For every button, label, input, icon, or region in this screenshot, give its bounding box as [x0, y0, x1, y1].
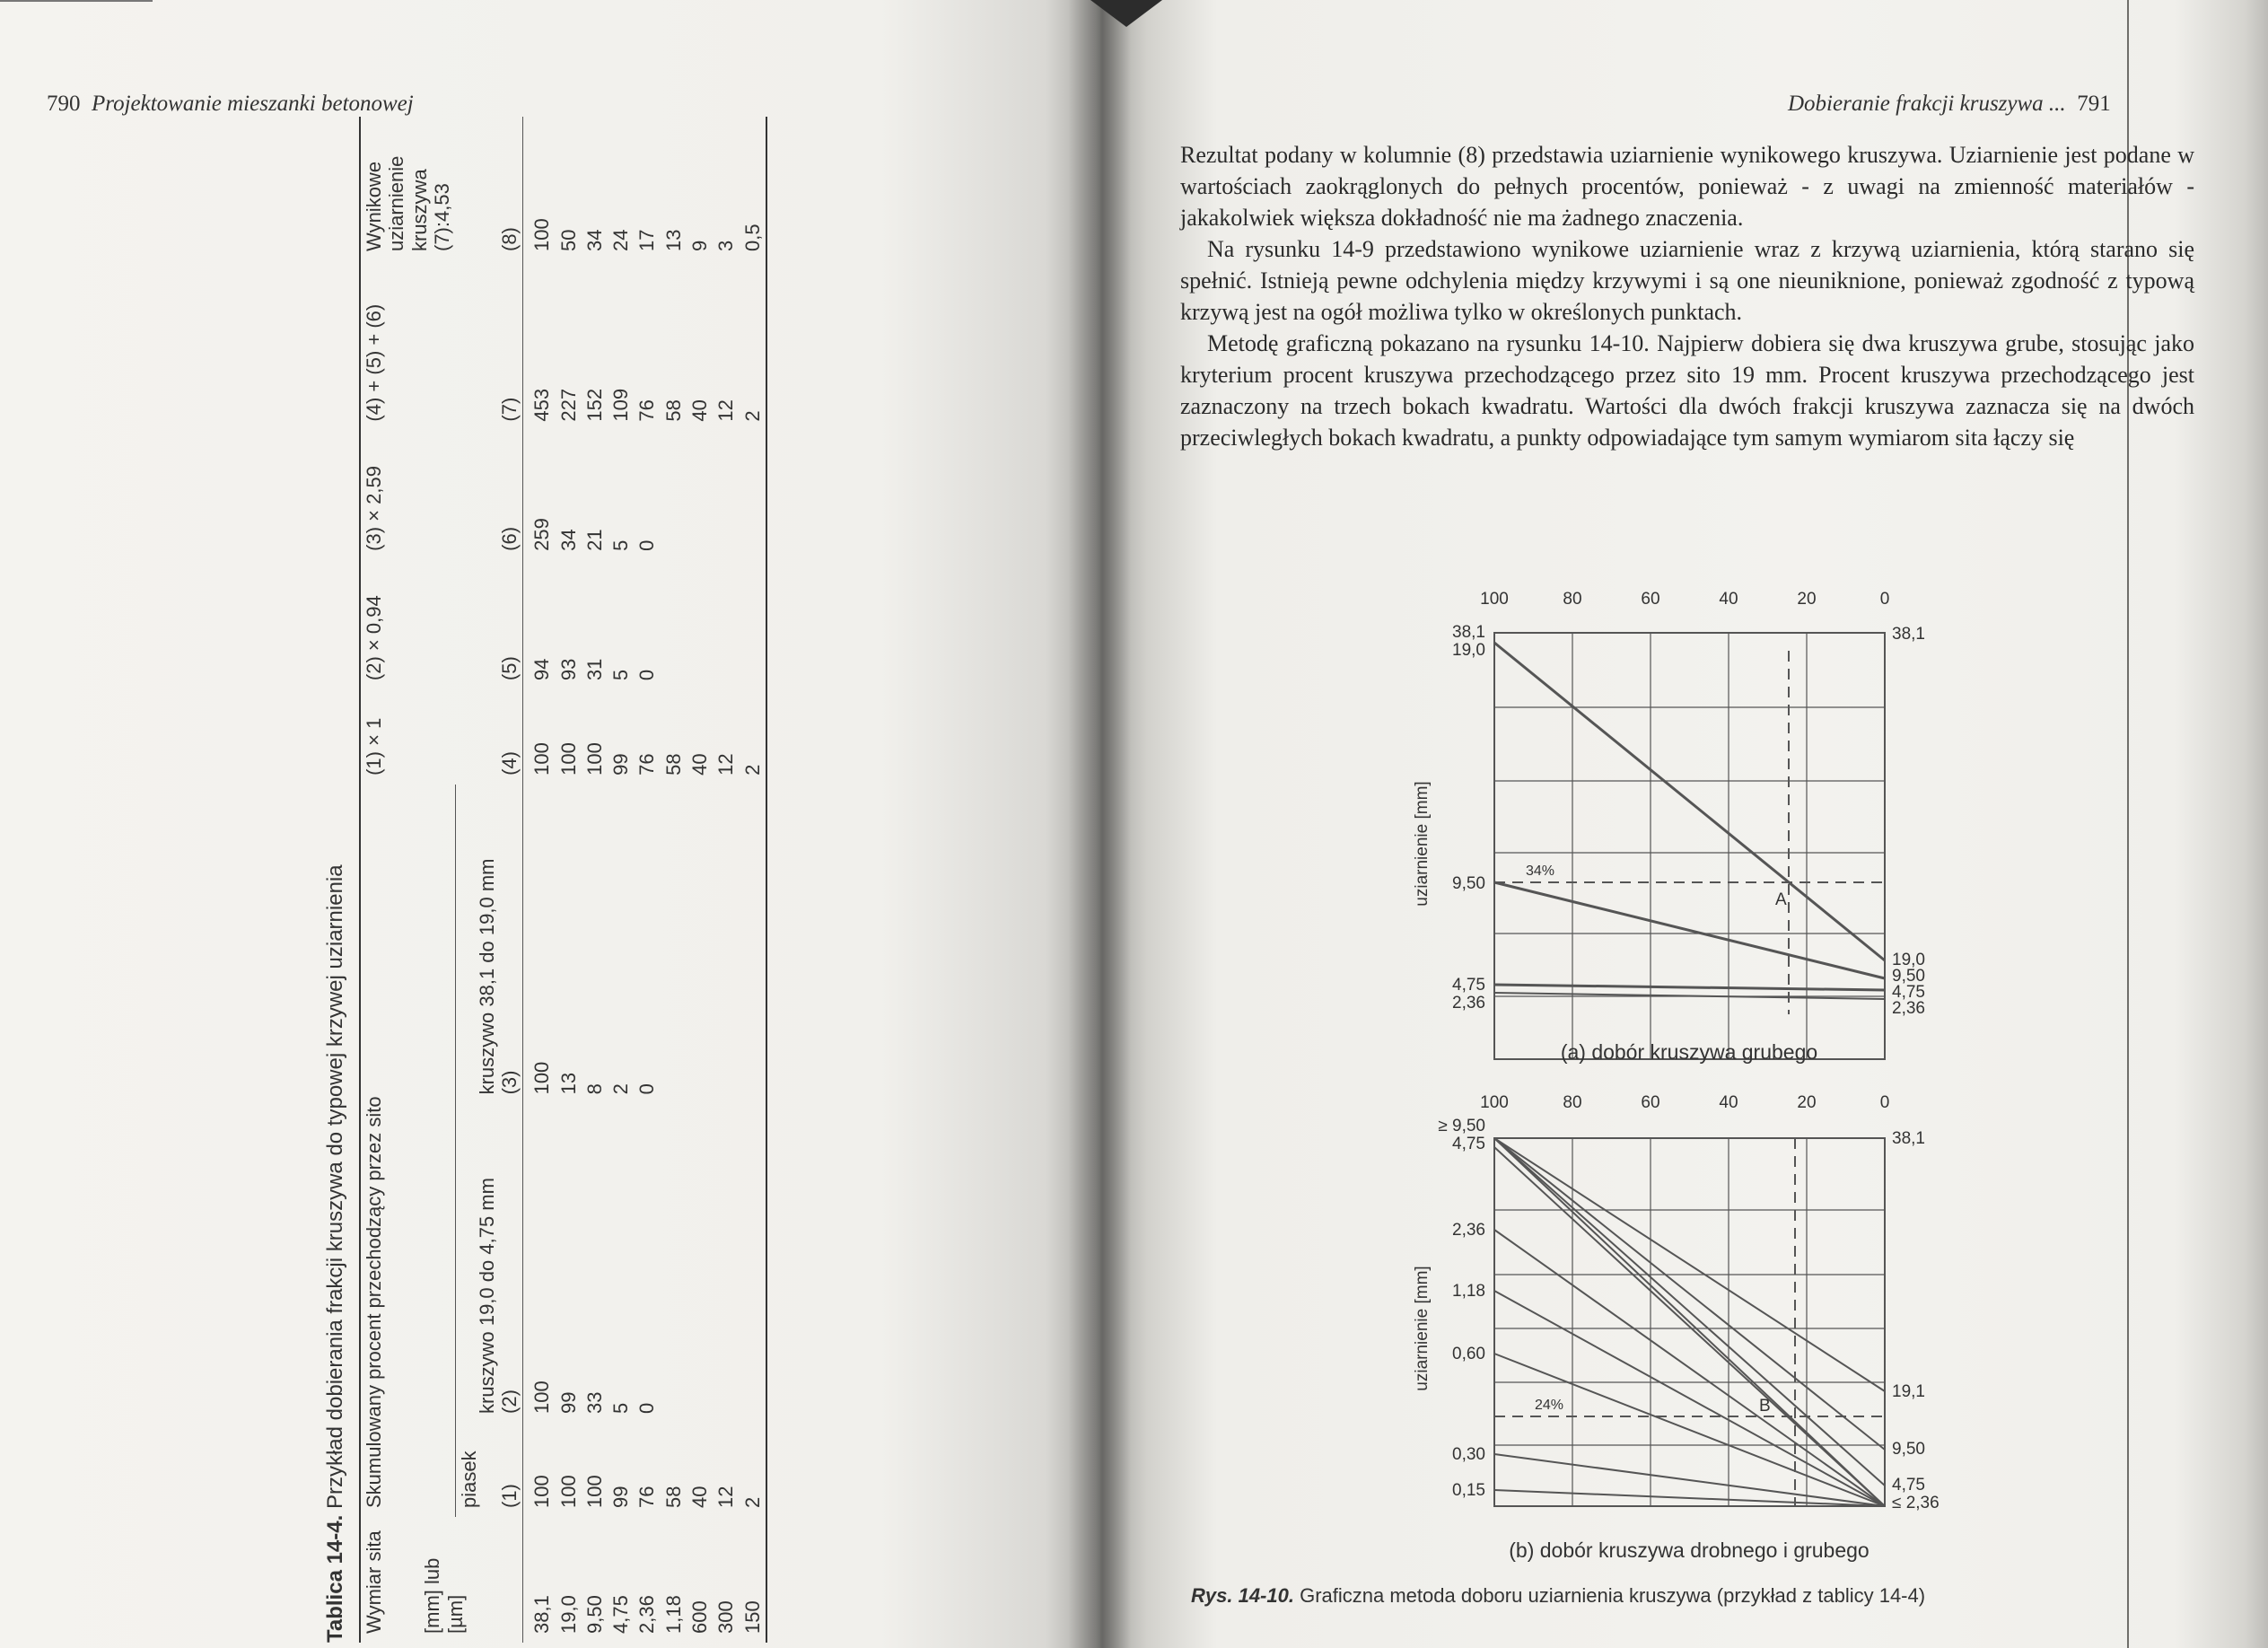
paragraph-1: Rezultat podany w kolumnie (8) przedstawia uziarnienie wynikowego kruszywa. Uziarnienie jest podane w wartościach zaokrąglonych do pełnych procentów, ponieważ - z uwagi na zmienność materiałów - jakakolwiek większa dokładność nie ma żadnego znaczenia.	[1180, 142, 2194, 231]
header-sieve	[360, 1517, 523, 1643]
sieve-size-cell: 38,1	[523, 1517, 556, 1643]
header-op7: (4) + (5) + (6)	[360, 260, 455, 431]
paragraph-2: Na rysunku 14-9 przedstawiono wynikowe uziarnienie wraz z krzywą uziarnienia, którą starano się spełnić. Istnieją pewne odchylenia między krzywymi i są one nieuniknione, ponieważ zgodność z typową krzywą jest na ogół możliwa tylko w określonych punktach.	[1180, 236, 2194, 325]
sieve-size-cell: 9,50	[582, 1595, 606, 1634]
table-row	[661, 117, 687, 1643]
header-sieve-text: Wymiar sita	[363, 1530, 385, 1634]
fig-b-left-475: 4,75	[1452, 1135, 1485, 1153]
value-cell: 2	[609, 1083, 633, 1095]
left-running-head	[47, 92, 414, 117]
fig-a-left-475: 4,75	[1452, 976, 1485, 995]
value-cell: 12	[714, 1486, 738, 1508]
table-caption-label: Tablica 14-4.	[323, 1514, 347, 1643]
value-cell: 2	[740, 1423, 766, 1517]
value-cell: 8	[582, 1083, 606, 1095]
fig-b-line-8	[1494, 1138, 1885, 1391]
value-cell: 34	[556, 529, 580, 551]
value-cell: 58	[661, 753, 685, 776]
value-cell: 58	[661, 1486, 685, 1508]
fig-a-tick-0: 0	[1879, 590, 1890, 609]
value-cell: 100	[582, 742, 606, 776]
table-14-4	[323, 117, 1041, 1643]
header-agg-coarse-text: kruszywo 38,1 do 19,0 mm	[475, 858, 498, 1095]
right-running-title: Dobieranie frakcji kruszywa ...	[1788, 92, 2066, 116]
col-num-1: (1)	[497, 1484, 521, 1508]
table-body	[523, 117, 766, 1643]
header-op4: (1) × 1	[360, 689, 455, 785]
fig-a-left-190: 19,0	[1452, 641, 1485, 660]
value-cell	[713, 785, 739, 1104]
figure-caption	[1191, 1584, 1925, 1608]
left-running-title: Projektowanie mieszanki betonowej	[92, 92, 414, 116]
value-cell: 100	[523, 1103, 556, 1423]
sieve-size-cell: 150	[740, 1517, 766, 1643]
fig-a-tick-100: 100	[1480, 590, 1509, 609]
fig-b-line-3	[1494, 1230, 1885, 1506]
fig-b-tick-60: 60	[1641, 1093, 1660, 1112]
value-cell: 227	[556, 388, 580, 422]
figure-b	[1400, 1086, 1992, 1571]
value-cell: 0	[635, 1083, 659, 1095]
fig-a-tick-80: 80	[1563, 590, 1582, 609]
figure-caption-text: Graficzna metoda doboru uziarnienia kruszywa (przykład z tablicy 14-4)	[1300, 1584, 1926, 1607]
value-cell: 76	[635, 753, 659, 776]
table-caption	[323, 864, 348, 1643]
fig-b-subcaption: (b) dobór kruszywa drobnego i grubego	[1509, 1538, 1870, 1562]
value-cell: 76	[635, 399, 659, 422]
value-cell: 2	[740, 689, 766, 785]
fig-a-y-label: uziarnienie [mm]	[1413, 781, 1432, 907]
value-cell: 94	[523, 560, 556, 689]
fig-a-line-19	[1494, 643, 1885, 960]
fig-b-line-10	[1494, 1138, 1885, 1486]
fig-a-point: A	[1775, 890, 1787, 909]
header-agg-fine	[455, 1103, 523, 1423]
value-cell: 100	[582, 1475, 606, 1508]
fig-b-percent: 24%	[1535, 1398, 1564, 1413]
value-cell: 0,5	[740, 117, 766, 260]
fig-b-line-2	[1494, 1147, 1885, 1506]
header-result: Wynikowe uziarnienie kruszywa (7):4,53	[360, 117, 455, 260]
value-cell	[661, 560, 687, 689]
value-cell: 100	[523, 117, 556, 260]
value-cell	[661, 431, 687, 560]
value-cell: 100	[523, 689, 556, 785]
value-cell: 76	[635, 1486, 659, 1508]
table-row	[582, 117, 608, 1643]
header-sieve-units: [mm] lub [µm]	[421, 1557, 467, 1634]
value-cell: 21	[582, 529, 606, 551]
value-cell	[687, 1103, 713, 1423]
fig-b-left-118: 1,18	[1452, 1282, 1485, 1301]
gradation-table	[359, 117, 767, 1643]
value-cell: 100	[523, 785, 556, 1104]
value-cell: 0	[635, 1402, 659, 1414]
fig-a-left-381: 38,1	[1452, 623, 1485, 642]
fig-b-right-475: 4,75	[1892, 1476, 1925, 1495]
table-row	[740, 117, 766, 1643]
figure-b-chart	[1400, 1086, 1992, 1571]
spine-notch	[1090, 0, 1162, 27]
fig-b-tick-100: 100	[1480, 1093, 1509, 1112]
top-edge-line	[0, 0, 153, 2]
value-cell: 0	[635, 539, 659, 551]
value-cell: 3	[714, 240, 738, 251]
header-agg-coarse	[455, 785, 523, 1104]
fig-b-right-236: ≤ 2,36	[1892, 1494, 1940, 1512]
table-caption-text: Przykład dobierania frakcji kruszywa do typowej krzywej uziarnienia	[323, 864, 347, 1510]
value-cell	[740, 1103, 766, 1423]
value-cell	[713, 431, 739, 560]
value-cell: 34	[582, 229, 606, 251]
value-cell: 13	[556, 1072, 580, 1095]
fig-b-left-015: 0,15	[1452, 1481, 1485, 1500]
sieve-size-cell: 600	[688, 1600, 712, 1634]
value-cell: 40	[688, 1486, 712, 1508]
col-num-2: (2)	[497, 1389, 521, 1414]
value-cell: 5	[609, 1402, 633, 1414]
value-cell: 12	[714, 753, 738, 776]
header-op5: (2) × 0,94	[360, 560, 455, 689]
sieve-size-cell: 300	[714, 1600, 738, 1634]
value-cell	[687, 785, 713, 1104]
fig-a-left-950: 9,50	[1452, 874, 1485, 893]
value-cell: 0	[635, 669, 659, 681]
col-num-3: (3)	[497, 1070, 521, 1095]
fig-b-y-label: uziarnienie [mm]	[1413, 1266, 1432, 1391]
sieve-size-cell: 19,0	[556, 1595, 580, 1634]
fig-b-left-030: 0,30	[1452, 1445, 1485, 1464]
fig-a-tick-20: 20	[1797, 590, 1817, 609]
fig-b-line-5	[1494, 1354, 1885, 1506]
header-agg-fine-text: kruszywo 19,0 do 4,75 mm	[475, 1178, 498, 1414]
fig-b-right-950: 9,50	[1892, 1440, 1925, 1459]
value-cell	[740, 560, 766, 689]
value-cell: 453	[523, 260, 556, 431]
book-spine-shadow	[1068, 0, 1131, 1648]
value-cell	[713, 560, 739, 689]
fig-b-tick-20: 20	[1797, 1093, 1817, 1112]
value-cell: 40	[688, 753, 712, 776]
fig-a-percent: 34%	[1526, 863, 1555, 879]
value-cell: 13	[661, 229, 685, 251]
figure-caption-label: Rys. 14-10.	[1191, 1584, 1294, 1607]
value-cell: 9	[688, 240, 712, 251]
value-cell	[661, 1103, 687, 1423]
right-running-head	[1788, 92, 2111, 117]
value-cell	[661, 785, 687, 1104]
value-cell: 33	[582, 1391, 606, 1414]
value-cell: 109	[609, 388, 633, 422]
value-cell: 12	[714, 399, 738, 422]
header-cumulative: Skumulowany procent przechodzący przez sito	[360, 785, 455, 1517]
col-num-4: (4)	[497, 751, 521, 776]
value-cell: 152	[582, 388, 606, 422]
header-op6: (3) × 2,59	[360, 431, 455, 560]
value-cell: 17	[635, 229, 659, 251]
value-cell: 100	[556, 742, 580, 776]
value-cell: 259	[523, 431, 556, 560]
fig-b-left-950: ≥ 9,50	[1438, 1117, 1485, 1135]
table-row	[713, 117, 739, 1643]
table-row	[687, 117, 713, 1643]
table-row	[608, 117, 634, 1643]
value-cell: 24	[609, 229, 633, 251]
col-num-8: (8)	[497, 227, 521, 251]
figure-a	[1400, 583, 1992, 1068]
value-cell: 100	[523, 1423, 556, 1517]
sieve-size-cell: 2,36	[635, 1595, 659, 1634]
value-cell: 50	[556, 229, 580, 251]
fig-a-right-950: 9,50	[1892, 967, 1925, 986]
col-num-5: (5)	[497, 656, 521, 681]
fig-a-subcaption: (a) dobór kruszywa grubego	[1560, 1040, 1818, 1064]
value-cell	[740, 785, 766, 1104]
value-cell	[713, 1103, 739, 1423]
left-page-number: 790	[47, 92, 81, 116]
fig-b-tick-40: 40	[1719, 1093, 1738, 1112]
fig-b-tick-80: 80	[1563, 1093, 1582, 1112]
fig-b-left-060: 0,60	[1452, 1345, 1485, 1363]
fig-a-tick-40: 40	[1719, 590, 1738, 609]
fig-a-line-950	[1494, 882, 1885, 978]
sieve-size-cell: 1,18	[661, 1595, 685, 1634]
value-cell: 58	[661, 399, 685, 422]
figure-a-chart	[1400, 583, 1992, 1068]
fig-a-left-236: 2,36	[1452, 994, 1485, 1012]
fig-a-tick-60: 60	[1641, 590, 1660, 609]
col-num-7: (7)	[497, 397, 521, 422]
value-cell	[740, 431, 766, 560]
table-row	[634, 117, 660, 1643]
fig-b-tick-0: 0	[1879, 1093, 1890, 1112]
fig-b-left-236: 2,36	[1452, 1221, 1485, 1240]
paragraph-3: Metodę graficzną pokazano na rysunku 14-10. Najpierw dobiera się dwa kruszywa grube, stosując jako kryterium procent kruszywa przechodzącego przez sito 19 mm. Procent kruszywa przechodzącego jest zaznaczony na trzech bokach kwadratu. Wartości dla dwóch frakcji kruszywa zaznacza się na dwóch przeciwległych bokach kwadratu, a punkty odpowiadające tym samym wymiarom sita łączy się	[1180, 330, 2194, 451]
value-cell	[687, 431, 713, 560]
right-page-number: 791	[2077, 92, 2111, 116]
fig-b-right-191: 19,1	[1892, 1382, 1925, 1401]
fig-a-right-236: 2,36	[1892, 999, 1925, 1018]
value-cell: 99	[556, 1391, 580, 1414]
fig-a-line-475	[1494, 985, 1885, 990]
value-cell: 40	[688, 399, 712, 422]
value-cell: 100	[556, 1475, 580, 1508]
header-sand	[455, 1423, 523, 1517]
value-cell: 99	[609, 1486, 633, 1508]
value-cell: 2	[740, 260, 766, 431]
value-cell: 99	[609, 753, 633, 776]
fig-a-right-190: 19,0	[1892, 951, 1925, 969]
fig-a-right-475: 4,75	[1892, 983, 1925, 1002]
value-cell: 5	[609, 539, 633, 551]
col-num-6: (6)	[497, 526, 521, 551]
value-cell: 93	[556, 658, 580, 681]
value-cell: 31	[582, 658, 606, 681]
sieve-size-cell: 4,75	[609, 1595, 633, 1634]
fig-b-point: B	[1759, 1397, 1771, 1416]
table-row	[523, 117, 556, 1643]
fig-a-right-381: 38,1	[1892, 625, 1925, 644]
header-sand-text: piasek	[457, 1451, 480, 1508]
value-cell: 5	[609, 669, 633, 681]
fig-b-right-381: 38,1	[1892, 1129, 1925, 1148]
value-cell	[687, 560, 713, 689]
body-text	[1180, 139, 2194, 453]
table-row	[556, 117, 582, 1643]
